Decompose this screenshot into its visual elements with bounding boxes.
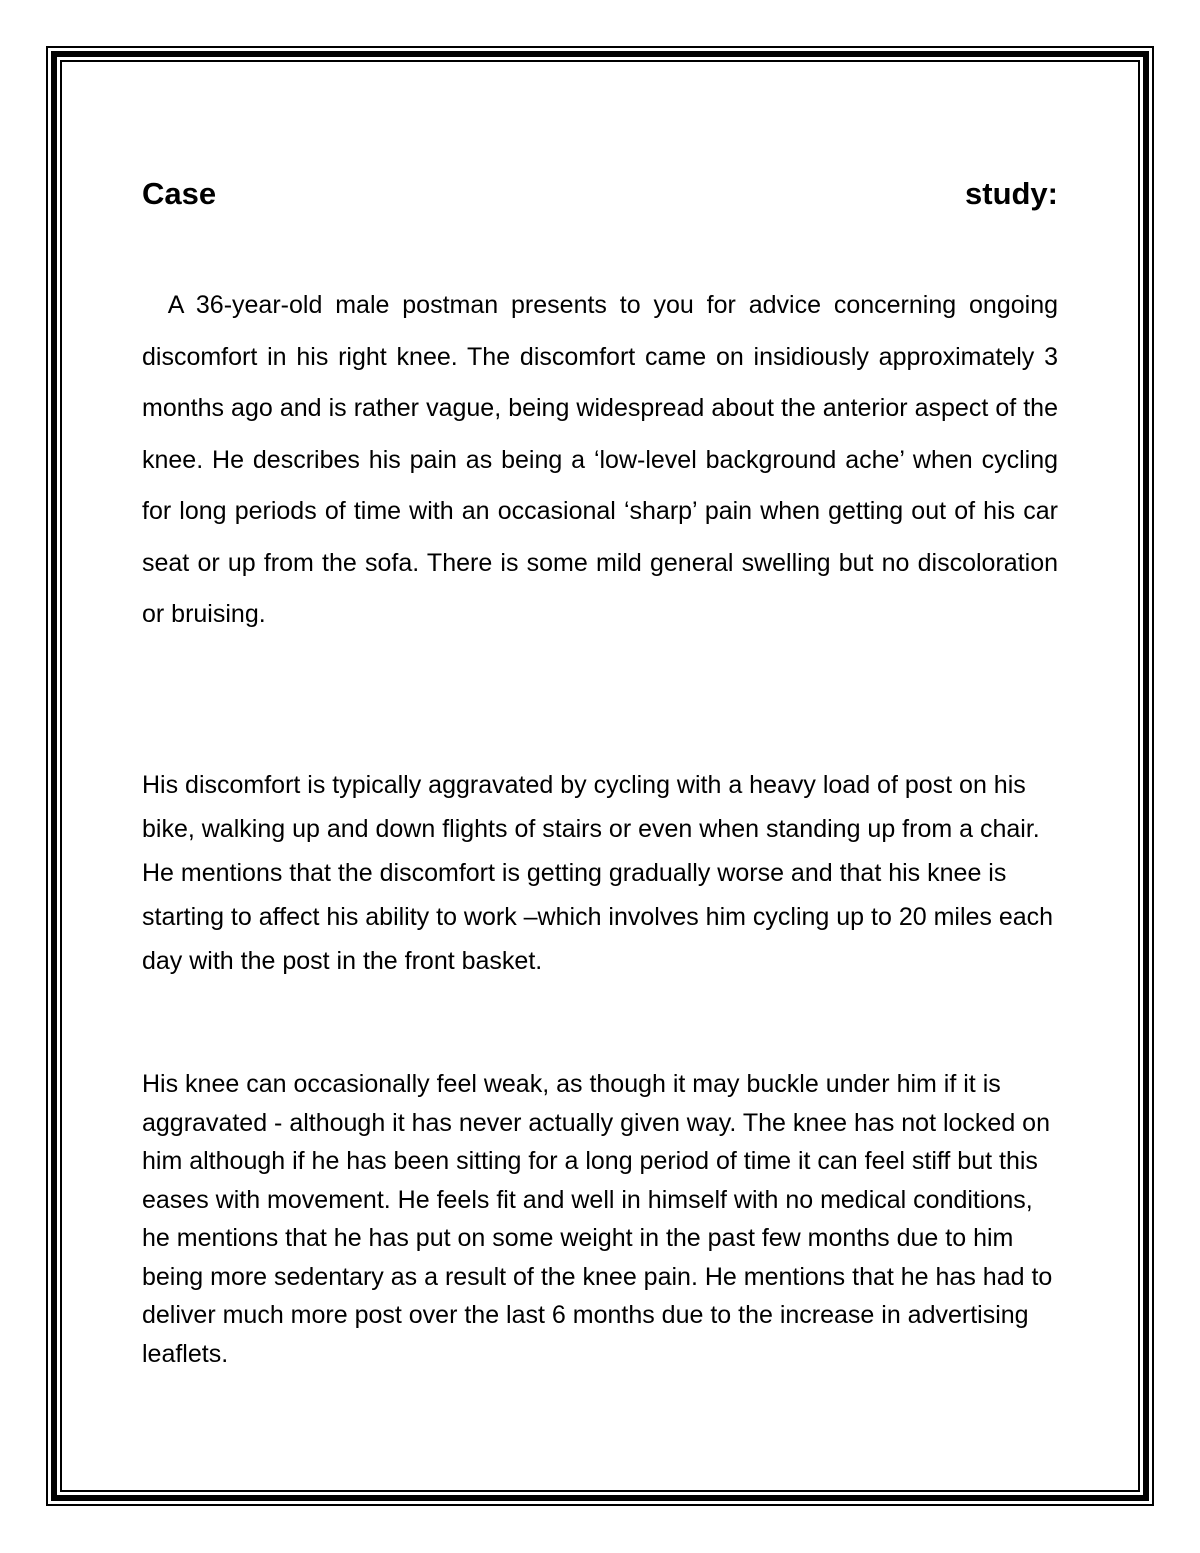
paragraph-aggravating-factors: His discomfort is typically aggravated by cycling with a heavy load of post on his bike, walking up and down flights of stairs or even when standing up from a chair. He mentions that the discomfort is getting gradually worse and that his knee is starting to affect his ability to work –which involves him cycling up to 20 miles each day with the post in the front basket.	[142, 771, 1054, 975]
paragraph-symptoms-history: His knee can occasionally feel weak, as though it may buckle under him if it is aggravated - although it has never actually given way. The knee has not locked on him although if he has been sitting for a long period of time it can feel stiff but this eases with movement. He feels fit and well in himself with no medical conditions, he mentions that he has put on some weight in the past few months due to him being more sedentary as a result of the knee pain. He mentions that he has had to deliver much more post over the last 6 months due to the increase in advertising leaflets.	[142, 1070, 1053, 1368]
title-right: study:	[965, 176, 1058, 211]
paragraph-case-presentation: A 36-year-old male postman presents to you for advice concerning ongoing discomfort in his right knee. The discomfort came on insidiously approximately 3 months ago and is rather vague, being widespread about the anterior aspect of the knee. He describes his pain as being a ‘low-level background ache’ when cycling for long periods of time with an occasional ‘sharp’ pain when getting out of his car seat or up from the sofa. There is some mild general swelling but no discoloration or bruising.	[142, 291, 1058, 628]
page-title	[142, 172, 1058, 216]
title-left: Case	[142, 176, 217, 211]
